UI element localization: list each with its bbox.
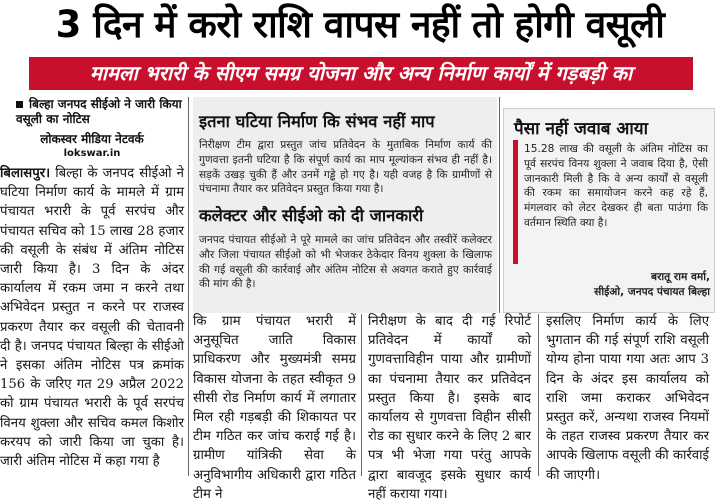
box1-heading-2: कलेक्टर और सीईओ को दी जानकारी bbox=[199, 206, 424, 225]
box2-heading: पैसा नहीं जवाब आया bbox=[514, 119, 648, 139]
website: lokswar.in bbox=[63, 148, 121, 159]
signature-name: बरातू राम वर्मा, bbox=[651, 271, 710, 283]
box1-text-1: निरीक्षण टीम द्वारा प्रस्तुत जांच प्रतिवेदन के मुताबिक निर्माण कार्य की गुणवत्ता इतनी घटिया है कि संपूर्ण कार्य का माप मूल्यांकन संभव ही नहीं है। सड़कें उखड़ चुकी हैं और उनमें गड्ढे हो गए है। यही वजह है कि ग्रामीणों से पंचनामा तैयार कर प्रतिवेदन प्रस्तुत किया गया है। bbox=[199, 139, 492, 196]
quote-signature bbox=[524, 270, 710, 300]
bullet-square-icon bbox=[16, 101, 23, 108]
body-column-3: निरीक्षण के बाद दी गई रिपोर्ट प्रतिवेदन में कार्यों को गुणवत्ताविहीन पाया और ग्रामीणों का पंचनामा तैयार कर प्रतिवेदन प्रस्तुत किया है। इसके बाद कार्यालय से गुणवत्ता विहीन सीसी रोड का सुधार करने के लिए 2 बार पत्र भी भेजा गया परंतु आपके द्वारा बावजूद इसके सुधार कार्य नहीं कराया गया। bbox=[368, 314, 531, 502]
box1-heading-1: इतना घटिया निर्माण कि संभव नहीं माप bbox=[199, 112, 435, 131]
dateline-place: बिलासपुर। bbox=[0, 166, 51, 181]
kicker-text: बिल्हा जनपद सीईओ ने जारी किया वसूली का नोटिस bbox=[16, 97, 182, 126]
subheadline-banner: मामला भरारी के सीएम समग्र योजना और अन्य निर्माण कार्यों में गड़बड़ी का bbox=[29, 57, 693, 90]
column-divider bbox=[188, 97, 189, 476]
lead-text: बिल्हा के जनपद सीईओ ने घटिया निर्माण कार्य के मामले में ग्राम पंचायत भरारी के पूर्व सरपंच और पंचायत सचिव को 15 लाख 28 हजार की वसूली के संबंध में अंतिम नोटिस जारी किया है। 3 दिन के अंदर कार्यालय में रकम जमा न करने तथा अभिवेदन प्रस्तुत न करने पर राजस्व प्रकरण तैयार कर वसूली की चेतावनी दी है। जनपद पंचायत बिल्हा के सीईओ ने इसका अंतिम नोटिस पत्र क्रमांक 156 के जरिए गत 29 अप्रैल 2022 को ग्राम पंचायत भरारी के पूर्व सरपंच विनय शुक्ला और सचिव कमल किशोर करयप को जारी किया जा चुका है। जारी अंतिम नोटिस में कहा गया है bbox=[0, 166, 184, 470]
byline: लोकस्वर मीडिया नेटवर्क bbox=[40, 132, 144, 146]
box1-text-2: जनपद पंचायत सीईओ ने पूरे मामले का जांच प्रतिवेदन और तस्वीरें कलेक्टर और जिला पंचायत सीईओ को भी भेजकर ठेकेदार विनय शुक्ला के खिलाफ की गई वसूली की कार्रवाई और अंतिम नोटिस से अवगत कराते हुए कार्रवाई की मांग की है। bbox=[199, 234, 492, 291]
column-divider bbox=[361, 314, 362, 476]
kicker bbox=[16, 97, 184, 127]
quote-bar bbox=[513, 140, 518, 264]
body-column-2: कि ग्राम पंचायत भरारी में अनुसूचित जाति विकास प्राधिकरण और मुख्यमंत्री समग्र विकास योजना के तहत स्वीकृत 9 सीसी रोड निर्माण कार्य में लगातार मिल रही गड़बड़ी की शिकायत पर टीम गठित कर जांच कराई गई है। ग्रामीण यांत्रिकी सेवा के अनुविभागीय अधिकारी द्वारा गठित टीम ने bbox=[193, 314, 356, 502]
body-column-4: इसलिए निर्माण कार्य के लिए भुगतान की गई संपूर्ण राशि वसूली योग्य होना पाया गया अतः आप 3 दिन के अंदर इस कार्यालय को राशि जमा कराकर अभिवेदन प्रस्तुत करें, अन्यथा राजस्व नियमों के तहत राजस्व प्रकरण तैयार कर आपके खिलाफ वसूली की कार्रवाई की जाएगी। bbox=[546, 314, 709, 483]
box-divider bbox=[499, 97, 500, 313]
signature-title: सीईओ, जनपद पंचायत बिल्हा bbox=[594, 286, 710, 298]
box2-text: 15.28 लाख की वसूली के अंतिम नोटिस का पूर्व सरपंच विनय शुक्ला ने जवाब दिया है, ऐसी जानकारी मिली है कि वे अन्य कार्यों से वसूली की रकम का समायोजन करने कह रहे हैं, मंगलवार को लेटर देखकर ही बता पाउंगा कि वर्तमान स्थिति क्या है। bbox=[524, 143, 708, 229]
column-divider bbox=[538, 314, 539, 476]
lead-column bbox=[0, 164, 184, 476]
headline: 3 दिन में करो राशि वापस नहीं तो होगी वसूली bbox=[55, 3, 665, 46]
